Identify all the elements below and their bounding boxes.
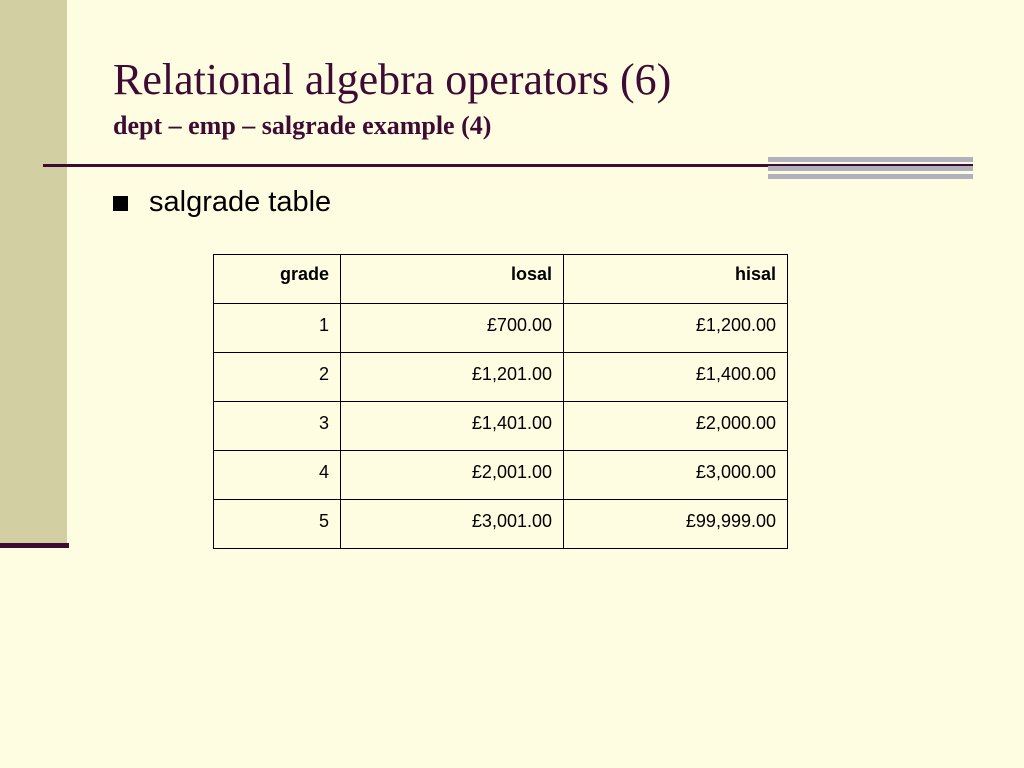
column-header-losal: losal bbox=[341, 255, 564, 304]
left-band-rule bbox=[0, 543, 69, 548]
cell-hisal: £2,000.00 bbox=[564, 402, 788, 451]
rule-bar bbox=[768, 166, 973, 171]
rule-bar bbox=[768, 157, 973, 162]
cell-grade: 3 bbox=[214, 402, 341, 451]
table-row bbox=[214, 353, 788, 402]
cell-grade: 1 bbox=[214, 304, 341, 353]
cell-grade: 5 bbox=[214, 500, 341, 549]
decorative-rule-bars bbox=[768, 157, 973, 179]
table-row bbox=[214, 402, 788, 451]
square-bullet-icon bbox=[113, 196, 128, 211]
cell-hisal: £99,999.00 bbox=[564, 500, 788, 549]
table-row bbox=[214, 500, 788, 549]
column-header-grade: grade bbox=[214, 255, 341, 304]
left-decorative-band bbox=[0, 0, 67, 545]
cell-grade: 2 bbox=[214, 353, 341, 402]
cell-hisal: £1,400.00 bbox=[564, 353, 788, 402]
cell-losal: £1,401.00 bbox=[341, 402, 564, 451]
table-header-row bbox=[214, 255, 788, 304]
cell-losal: £2,001.00 bbox=[341, 451, 564, 500]
table-row bbox=[214, 451, 788, 500]
column-header-hisal: hisal bbox=[564, 255, 788, 304]
cell-hisal: £3,000.00 bbox=[564, 451, 788, 500]
rule-bar bbox=[768, 174, 973, 179]
table-row bbox=[214, 304, 788, 353]
salgrade-table bbox=[213, 254, 788, 549]
cell-hisal: £1,200.00 bbox=[564, 304, 788, 353]
bullet-text: salgrade table bbox=[149, 186, 332, 218]
slide-title: Relational algebra operators (6) bbox=[113, 55, 672, 104]
slide-subtitle: dept – emp – salgrade example (4) bbox=[113, 111, 492, 140]
cell-losal: £3,001.00 bbox=[341, 500, 564, 549]
cell-losal: £1,201.00 bbox=[341, 353, 564, 402]
cell-losal: £700.00 bbox=[341, 304, 564, 353]
bullet-item bbox=[113, 184, 331, 220]
cell-grade: 4 bbox=[214, 451, 341, 500]
